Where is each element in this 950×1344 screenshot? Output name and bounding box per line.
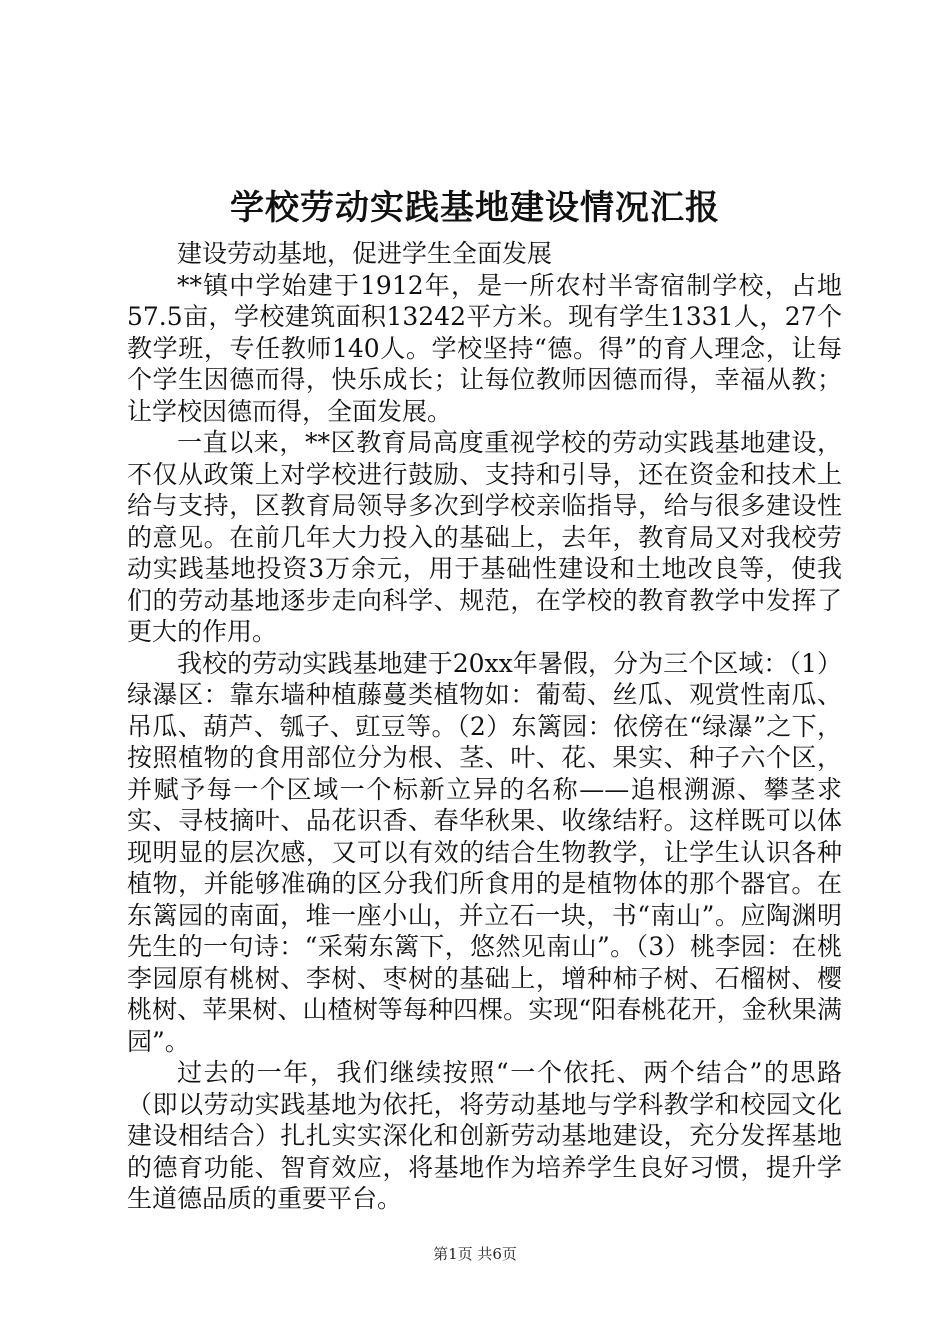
document-body	[127, 238, 842, 1215]
paragraph-school-intro: **镇中学始建于1912年，是一所农村半寄宿制学校，占地57.5亩，学校建筑面积13242平方米。现有学生1331人，27个教学班，专任教师140人。学校坚持“德。得”的育人理念，让每个学生因德而得，快乐成长；让每位教师因德而得，幸福从教；让学校因德而得，全面发展。	[127, 270, 842, 426]
paragraph-past-year: 过去的一年，我们继续按照“一个依托、两个结合”的思路（即以劳动实践基地为依托，将劳动基地与学科教学和校园文化建设相结合）扎扎实实深化和创新劳动基地建设，充分发挥基地的德育功能、智育效应，将基地作为培养学生良好习惯，提升学生道德品质的重要平台。	[127, 1058, 842, 1213]
paragraph-bureau-support: 一直以来，**区教育局高度重视学校的劳动实践基地建设，不仅从政策上对学校进行鼓励、支持和引导，还在资金和技术上给与支持，区教育局领导多次到学校亲临指导，给与很多建设性的意见。在前几年大力投入的基础上，去年，教育局又对我校劳动实践基地投资3万余元，用于基础性建设和土地改良等，使我们的劳动基地逐步走向科学、规范，在学校的教育教学中发挥了更大的作用。	[127, 428, 842, 646]
paragraph-base-areas: 我校的劳动实践基地建于20xx年暑假，分为三个区域：（1）绿瀑区：靠东墙种植藤蔓类植物如：葡萄、丝瓜、观赏性南瓜、吊瓜、葫芦、瓠子、豇豆等。（2）东篱园：依傍在“绿瀑”之下，按照植物的食用部位分为根、茎、叶、花、果实、种子六个区，并赋予每一个区域一个标新立异的名称——追根溯源、攀茎求实、寻枝摘叶、品花识香、春华秋果、收缘结籽。这样既可以体现明显的层次感，又可以有效的结合生物教学，让学生认识各种植物，并能够准确的区分我们所食用的是植物体的那个器官。在东篱园的南面，堆一座小山，并立石一块，书“南山”。应陶渊明先生的一句诗：“采菊东篱下，悠然见南山”。（3）桃李园：在桃李园原有桃树、李树、枣树的基础上，增种柿子树、石榴树、樱桃树、苹果树、山楂树等每种四棵。实现“阳春桃花开，金秋果满园”。	[127, 648, 842, 1056]
page-footer: 第1页 共6页	[433, 1245, 517, 1263]
paragraph-subtitle: 建设劳动基地，促进学生全面发展	[177, 239, 553, 268]
document-title: 学校劳动实践基地建设情况汇报	[230, 188, 720, 228]
